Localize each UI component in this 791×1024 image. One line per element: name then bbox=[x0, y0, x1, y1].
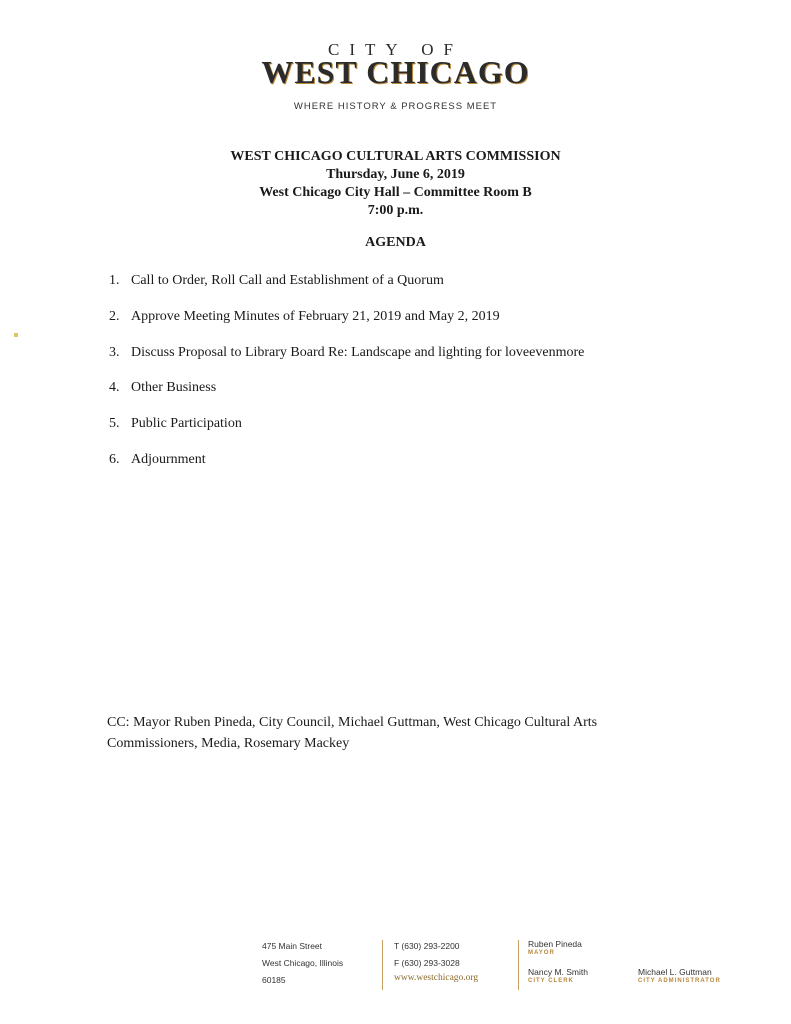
address-line: 475 Main Street bbox=[262, 941, 323, 951]
footer-address bbox=[262, 938, 343, 989]
agenda-item-text: Other Business bbox=[131, 380, 217, 395]
agenda-item-number: 6. bbox=[109, 452, 120, 467]
cc-line-2: Commissioners, Media, Rosemary Mackey bbox=[107, 736, 350, 751]
letterhead-tagline: WHERE HISTORY & PROGRESS MEET bbox=[293, 101, 498, 112]
agenda-item-text: Call to Order, Roll Call and Establishment of a Quorum bbox=[131, 273, 444, 288]
agenda-item bbox=[109, 452, 206, 468]
footer-administrator bbox=[638, 967, 721, 984]
footer-website-link[interactable]: www.westchicago.org bbox=[394, 973, 479, 983]
agenda-item-number: 2. bbox=[109, 309, 120, 324]
agenda-title: AGENDA bbox=[365, 235, 426, 250]
agenda-item bbox=[109, 309, 500, 325]
meeting-date: Thursday, June 6, 2019 bbox=[326, 167, 465, 182]
agenda-item bbox=[109, 273, 444, 289]
agenda-item bbox=[109, 345, 584, 361]
agenda-item-number: 5. bbox=[109, 416, 120, 431]
agenda-item-text: Discuss Proposal to Library Board Re: Landscape and lighting for loveevenmore bbox=[131, 345, 585, 360]
administrator-name: Michael L. Guttman bbox=[638, 967, 712, 977]
agenda-item-number: 1. bbox=[109, 273, 120, 288]
footer-divider bbox=[518, 940, 519, 990]
agenda-item-text: Adjournment bbox=[131, 452, 206, 467]
margin-mark bbox=[14, 333, 18, 337]
agenda-item-text: Public Participation bbox=[131, 416, 242, 431]
clerk-name: Nancy M. Smith bbox=[528, 967, 588, 977]
agenda-item-text: Approve Meeting Minutes of February 21, 2019 and May 2, 2019 bbox=[131, 309, 500, 324]
cc-line-1: CC: Mayor Ruben Pineda, City Council, Michael Guttman, West Chicago Cultural Arts bbox=[107, 715, 598, 730]
city-name-text: WEST CHICAGO bbox=[261, 54, 530, 90]
commission-name: WEST CHICAGO CULTURAL ARTS COMMISSION bbox=[230, 149, 561, 164]
meeting-location: West Chicago City Hall – Committee Room B bbox=[259, 185, 532, 200]
footer-phone: T (630) 293-2200 bbox=[394, 941, 460, 951]
agenda-item-number: 3. bbox=[109, 345, 120, 360]
letterhead-city-name bbox=[0, 54, 791, 91]
address-line: West Chicago, Illinois bbox=[262, 958, 344, 968]
footer-fax: F (630) 293-3028 bbox=[394, 958, 460, 968]
footer-mayor bbox=[528, 939, 582, 956]
cc-list bbox=[107, 712, 707, 754]
letterhead-city-of: CITY OF bbox=[327, 40, 463, 59]
agenda-item bbox=[109, 380, 216, 396]
clerk-role: CITY CLERK bbox=[528, 978, 574, 984]
footer-clerk bbox=[528, 967, 588, 984]
footer-contact bbox=[394, 938, 478, 987]
footer-divider bbox=[382, 940, 383, 990]
agenda-item-number: 4. bbox=[109, 380, 120, 395]
mayor-role: MAYOR bbox=[528, 950, 555, 956]
address-line: 60185 bbox=[262, 975, 286, 985]
mayor-name: Ruben Pineda bbox=[528, 939, 582, 949]
agenda-item bbox=[109, 416, 242, 432]
meeting-time: 7:00 p.m. bbox=[367, 203, 424, 218]
administrator-role: CITY ADMINISTRATOR bbox=[638, 978, 721, 984]
